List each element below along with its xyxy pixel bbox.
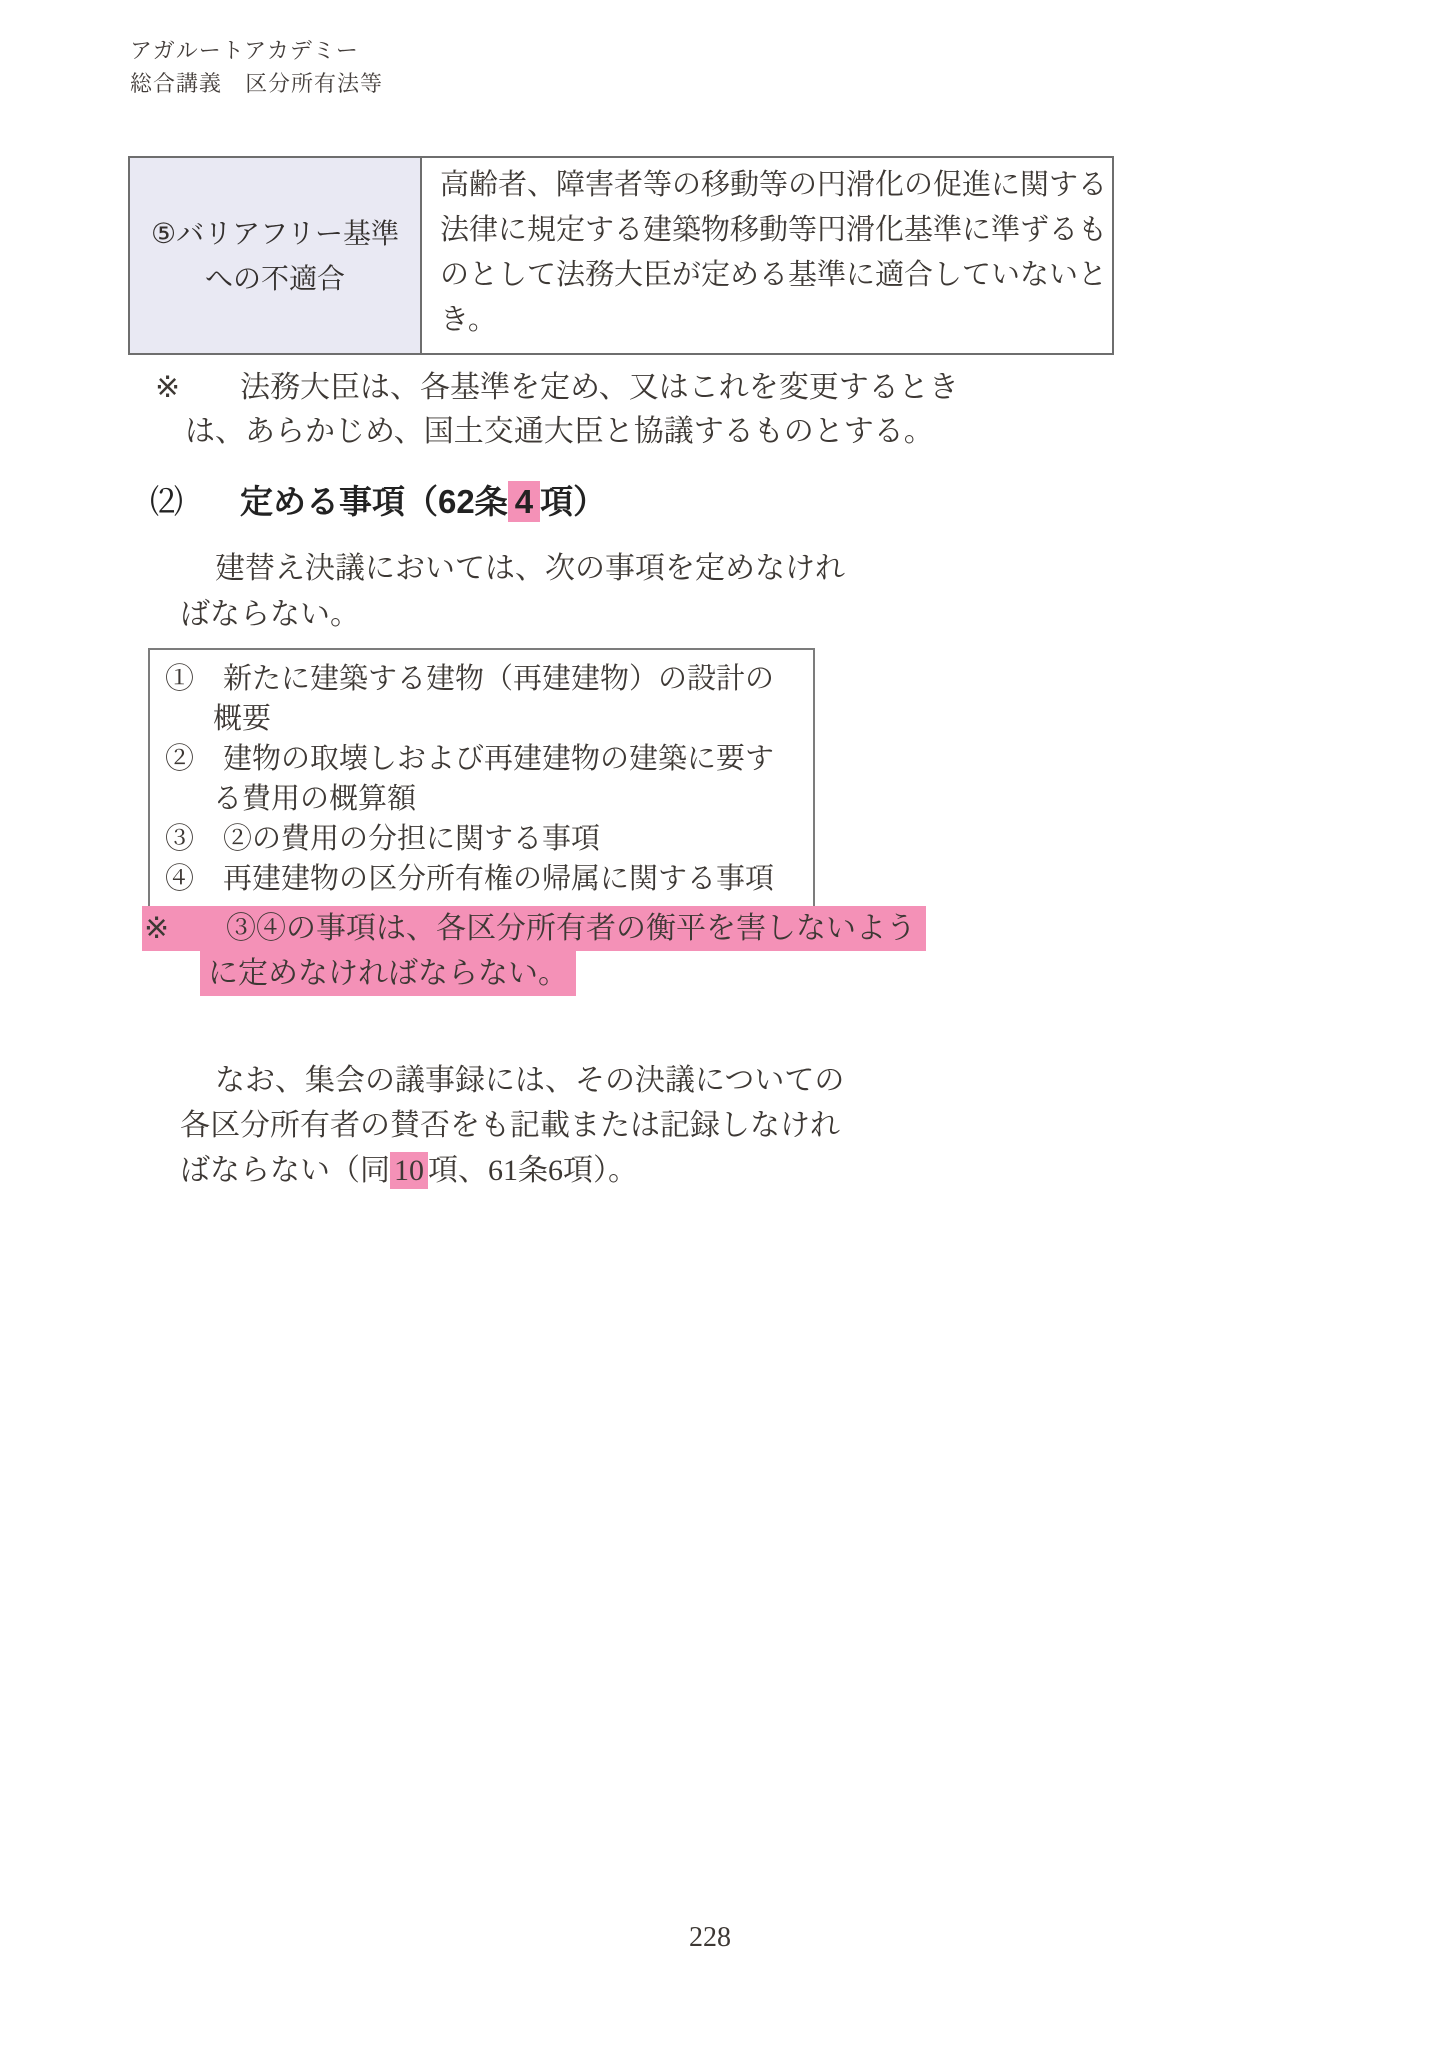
definition-cell — [422, 158, 1123, 353]
box-line: ① 新たに建築する建物（再建建物）の設計の — [165, 663, 775, 695]
definition-line: のとして法務大臣が定める基準に適合していないと — [440, 259, 1108, 291]
term-line: ⑤バリアフリー基準 — [151, 217, 399, 249]
heading-title-prefix: 定める事項（62条 — [240, 483, 508, 520]
body-line: 建替え決議においては、次の事項を定めなけれ — [215, 552, 845, 585]
heading-highlight: 4 — [508, 481, 540, 522]
brand-header — [130, 34, 383, 100]
brand-line-course: 総合講義 区分所有法等 — [130, 71, 384, 96]
definition-line: き。 — [440, 304, 497, 336]
body-line: なお、集会の議事録には、その決議についての — [215, 1064, 845, 1097]
asterisk-marker: ※ — [155, 371, 181, 404]
criteria-table — [128, 156, 1114, 355]
minutes-text-suffix: 項、61条6項）。 — [428, 1154, 638, 1187]
box-line: ④ 再建建物の区分所有権の帰属に関する事項 — [165, 863, 775, 895]
body-line: 各区分所有者の賛否をも記載または記録しなけれ — [180, 1109, 840, 1142]
minister-note-line — [155, 366, 959, 410]
highlighted-note-line — [142, 951, 926, 996]
definition-line: 法律に規定する建築物移動等円滑化基準に準ずるも — [440, 214, 1108, 246]
pink-highlight: に定めなければならない。 — [200, 951, 576, 996]
para-rebuild-resolution — [180, 546, 845, 638]
section-heading — [150, 476, 606, 523]
box-line: ③ ②の費用の分担に関する事項 — [165, 823, 601, 855]
inline-highlight: 10 — [390, 1152, 428, 1189]
minister-note — [155, 366, 959, 454]
asterisk-marker: ※ — [144, 912, 170, 945]
heading-number: ⑵ — [150, 483, 183, 520]
body-line — [180, 1148, 844, 1193]
highlighted-note-text: ③④の事項は、各区分所有者の衡平を害しないよう — [226, 912, 916, 945]
pink-highlight — [142, 906, 926, 951]
box-line: ② 建物の取壊しおよび再建建物の建築に要す — [165, 743, 775, 775]
body-line: ばならない。 — [180, 598, 360, 631]
box-line: る費用の概算額 — [213, 783, 417, 815]
box-line: 概要 — [213, 703, 272, 735]
brand-line-academy: アガルートアカデミー — [130, 38, 359, 63]
highlighted-note — [142, 906, 926, 996]
term-cell — [130, 158, 422, 353]
minister-note-line: は、あらかじめ、国土交通大臣と協議するものとする。 — [185, 415, 934, 448]
minutes-text-prefix: ばならない（同 — [180, 1154, 390, 1187]
definition-line: 高齢者、障害者等の移動等の円滑化の促進に関する — [440, 169, 1108, 201]
heading-title-suffix: 項） — [540, 483, 607, 520]
items-box — [148, 648, 815, 914]
page-number: 228 — [689, 1922, 731, 1953]
highlighted-note-line — [142, 906, 926, 951]
term-line: への不適合 — [204, 262, 345, 294]
minister-note-text: 法務大臣は、各基準を定め、又はこれを変更するとき — [240, 371, 959, 404]
para-minutes — [180, 1058, 844, 1193]
